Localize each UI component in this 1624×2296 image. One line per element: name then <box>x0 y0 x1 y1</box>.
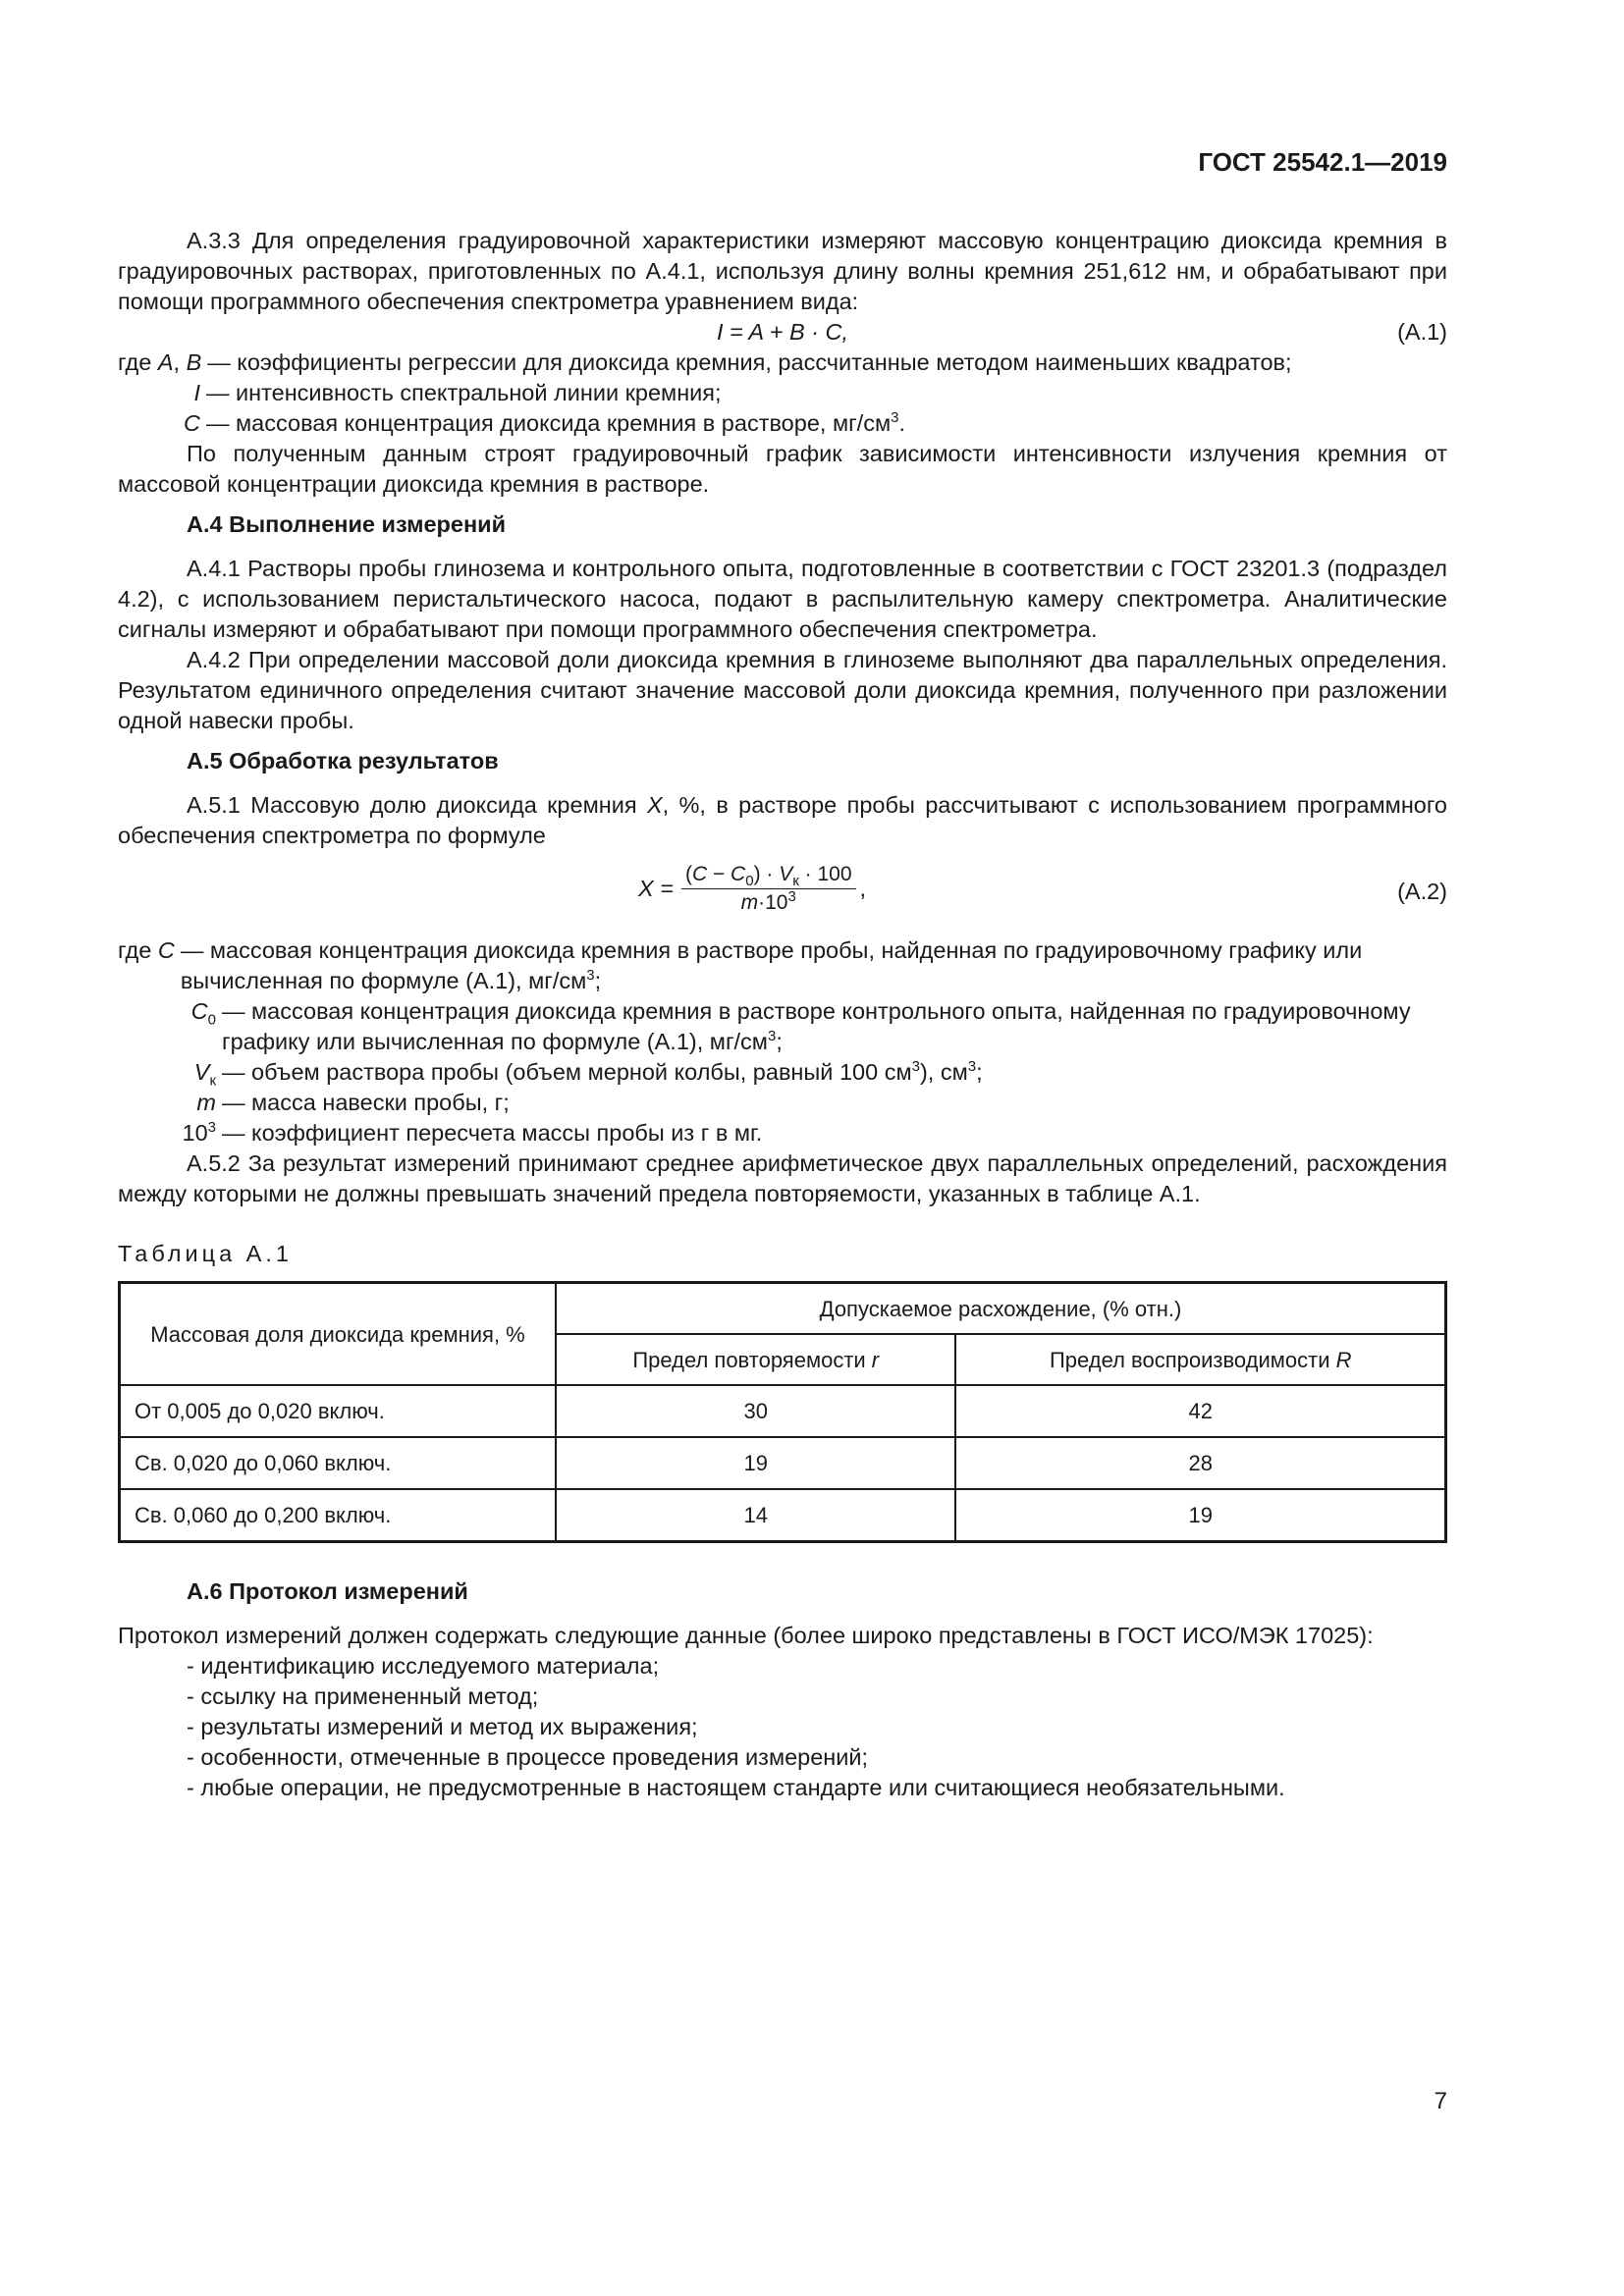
formula-a2 <box>118 861 1447 924</box>
def-text: — интенсивность спектральной линии кремния; <box>206 380 722 405</box>
definitions-a1 <box>118 347 1447 439</box>
def-row <box>118 408 1447 439</box>
cell-r: 14 <box>556 1489 955 1542</box>
def-term: $10^3$ <box>182 1119 216 1146</box>
def-term: где C <box>118 937 175 963</box>
def-row <box>118 1057 1447 1088</box>
document-body <box>118 226 1447 1803</box>
formula-a1-number: (А.1) <box>1397 319 1447 345</box>
formula-a1-text: I = A + B · C, <box>716 319 849 345</box>
def-term: где A, B <box>118 349 202 375</box>
para-a33: А.3.3 Для определения градуировочной характеристики измеряют массовую концентрацию диоксида кремния в градуировочных растворах, приготовленных по А.4.1, используя длину волны кремния 251,612 нм, и обрабатывают при помощи программного обеспечения спектрометра уравнением вида: <box>118 228 1447 314</box>
def-term: C <box>184 410 200 436</box>
list-item: - результаты измерений и метод их выражения; <box>187 1714 698 1739</box>
table-caption: Таблица А.1 <box>118 1241 293 1266</box>
def-text: — массовая концентрация диоксида кремния в растворе контрольного опыта, найденная по градуировочному графику или вычисленная по формуле (А.1), $мг/см^3$; <box>222 998 1411 1054</box>
standard-header: ГОСТ 25542.1—2019 <box>1198 147 1447 177</box>
cell-range: Св. 0,020 до 0,060 включ. <box>120 1437 557 1489</box>
col-header-repeatability: Предел повторяемости r <box>556 1334 955 1385</box>
def-text: — коэффициент пересчета массы пробы из г в мг. <box>222 1120 763 1146</box>
def-term: $C_0$ <box>190 998 216 1029</box>
cell-range: От 0,005 до 0,020 включ. <box>120 1385 557 1437</box>
document-page <box>118 0 1447 2296</box>
cell-R: 19 <box>955 1489 1445 1542</box>
def-text: — массовая концентрация диоксида кремния в растворе, $мг/см^3$. <box>206 409 905 436</box>
def-row <box>118 378 1447 408</box>
para-a51: А.5.1 Массовую долю диоксида кремния X, %, в растворе пробы рассчитывают с использованием программного обеспечения спектрометра по формуле <box>118 792 1447 848</box>
section-title-a5: А.5 Обработка результатов <box>187 748 499 774</box>
def-text: — коэффициенты регрессии для диоксида кремния, рассчитанные методом наименьших квадратов; <box>207 349 1292 375</box>
def-term: $V_к$ <box>193 1059 216 1090</box>
formula-a1 <box>118 317 1447 347</box>
cell-R: 28 <box>955 1437 1445 1489</box>
section-title-a4: А.4 Выполнение измерений <box>187 511 507 537</box>
col-header-mass-fraction: Массовая доля диоксида кремния, % <box>120 1283 557 1386</box>
para-a41: А.4.1 Растворы пробы глинозема и контрольного опыта, подготовленные в соответствии с ГОСТ 23201.3 (подраздел 4.2), с использованием перистальтического насоса, подают в распылительную камеру спектрометра. Аналитические сигналы измеряют и обрабатывают при помощи программного обеспечения спектрометра. <box>118 556 1447 642</box>
table-row <box>120 1437 1446 1489</box>
tolerance-table <box>118 1281 1447 1543</box>
def-row <box>118 935 1447 996</box>
def-text: — массовая концентрация диоксида кремния в растворе пробы, найденная по градуировочному графику или вычисленная по формуле (А.1), $мг/см^3$; <box>180 937 1363 993</box>
list-item: - любые операции, не предусмотренные в настоящем стандарте или считающиеся необязательными. <box>187 1775 1285 1800</box>
cell-R: 42 <box>955 1385 1445 1437</box>
cell-r: 19 <box>556 1437 955 1489</box>
cell-r: 30 <box>556 1385 955 1437</box>
def-text: — объем раствора пробы (объем мерной колбы, равный 100 $см^3$), $см^3$; <box>222 1058 983 1085</box>
col-header-group: Допускаемое расхождение, (% отн.) <box>556 1283 1446 1335</box>
formula-a2-expression: X = $\frac{(C - C_0) \cdot V_к \cdot 100}{m\cdot 10^3}$ , <box>638 863 867 914</box>
para-a52: А.5.2 За результат измерений принимают среднее арифметическое двух параллельных определений, расхождения между которыми не должны превышать значений предела повторяемости, указанных в таблице А.1. <box>118 1150 1447 1206</box>
page-number: 7 <box>1434 2088 1447 2114</box>
table-row <box>120 1489 1446 1542</box>
def-row <box>118 1118 1447 1148</box>
list-item: - ссылку на примененный метод; <box>187 1683 539 1709</box>
def-row <box>118 347 1447 378</box>
def-term: I <box>193 380 200 405</box>
def-term: m <box>196 1090 216 1115</box>
para-a33-after: По полученным данным строят градуировочный график зависимости интенсивности излучения кремния от массовой концентрации диоксида кремния в растворе. <box>118 441 1447 497</box>
def-text: — масса навески пробы, г; <box>222 1090 510 1115</box>
para-a42: А.4.2 При определении массовой доли диоксида кремния в глиноземе выполняют два параллельных определения. Результатом единичного определения считают значение массовой доли диоксида кремния, полученного при разложении одной навески пробы. <box>118 647 1447 733</box>
table-row <box>120 1385 1446 1437</box>
section-title-a6: А.6 Протокол измерений <box>187 1578 468 1604</box>
formula-a2-number: (А.2) <box>1397 879 1447 904</box>
def-row <box>118 1088 1447 1118</box>
cell-range: Св. 0,060 до 0,200 включ. <box>120 1489 557 1542</box>
list-item: - особенности, отмеченные в процессе проведения измерений; <box>187 1744 869 1770</box>
col-header-reproducibility: Предел воспроизводимости R <box>955 1334 1445 1385</box>
list-item: - идентификацию исследуемого материала; <box>187 1653 660 1679</box>
para-a6-intro: Протокол измерений должен содержать следующие данные (более широко представлены в ГОСТ ИСО/МЭК 17025): <box>118 1623 1374 1648</box>
protocol-list <box>118 1651 1447 1803</box>
definitions-a2 <box>118 935 1447 1148</box>
def-row <box>118 996 1447 1057</box>
